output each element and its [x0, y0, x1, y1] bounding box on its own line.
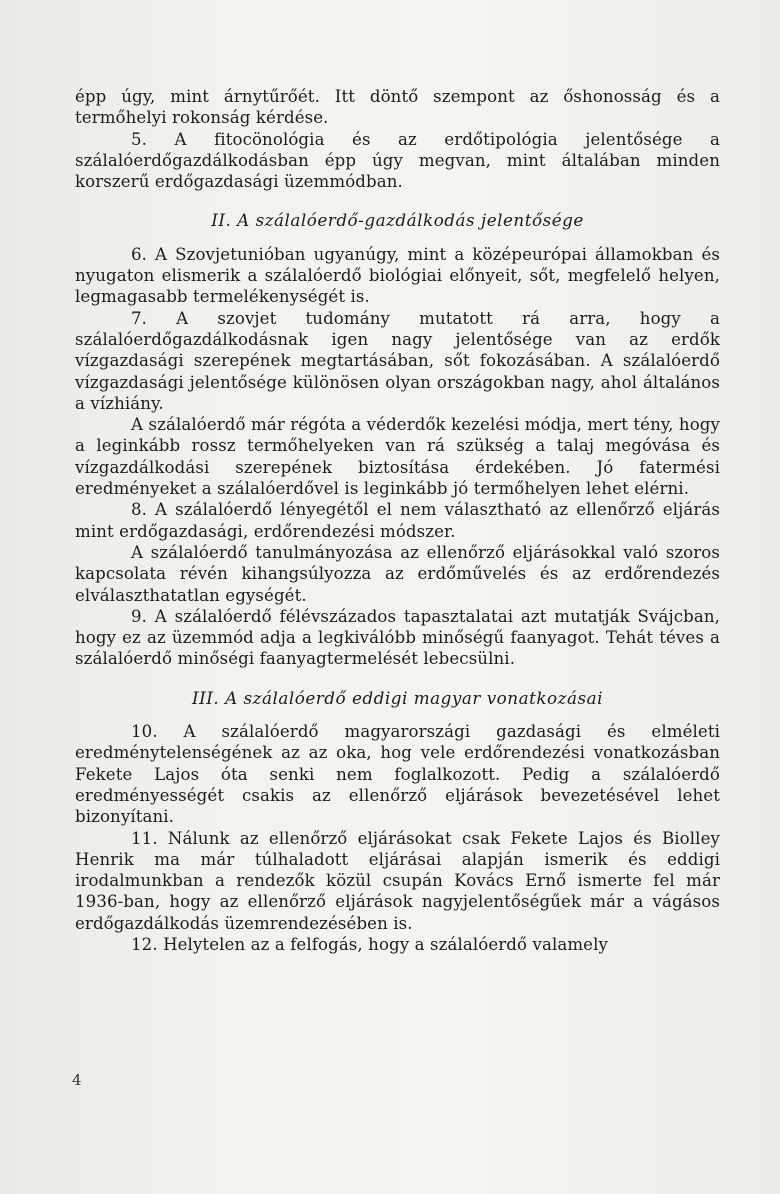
- paragraph-7: 7. A szovjet tudomány mutatott rá arra, hogy a szálalóerdőgazdálkodásnak igen nagy jelentősége van az erdők vízgazdasági szerepének megtartásában, sőt fokozásában. A szálalóerdő vízgazdasági jelentősége különösen olyan országokban nagy, ahol általános a vízhiány.: [75, 308, 720, 413]
- paragraph-7b: A szálalóerdő már régóta a véderdők kezelési módja, mert tény, hogy a leginkább rossz termőhelyeken van rá szükség a talaj megóvása és vízgazdálkodási szerepének biztosítása érdekében. Jó fatermési eredményeket a szálalóerdővel is leginkább jó termőhelyen lehet elérni.: [75, 415, 720, 499]
- paragraph-8: 8. A szálalóerdő lényegétől el nem választható az ellenőrző eljárás mint erdőgazdasági, erdőrendezési módszer.: [75, 500, 720, 541]
- paragraph-12: 12. Helytelen az a felfogás, hogy a szálalóerdő valamely: [131, 934, 608, 954]
- paragraph-6: 6. A Szovjetunióban ugyanúgy, mint a középeurópai államokban és nyugaton elismerik a szálalóerdő biológiai előnyeit, sőt, megfelelő helyen, legmagasabb termelékenységét is.: [75, 244, 720, 307]
- paragraph-continuation: épp úgy, mint árnytűrőét. Itt döntő szempont az őshonosság és a termőhelyi rokonság kérdése.: [75, 87, 720, 128]
- paragraph-11: 11. Nálunk az ellenőrző eljárásokat csak Fekete Lajos és Biolley Henrik ma már túlhaladott eljárásai alapján ismerik és eddigi irodalmunkban a rendezők közül csupán Kovács Ernő ismerte fel már 1936-ban, hogy az ellenőrző eljárások nagyjelentőségűek már a vágásos erdőgazdálkodás üzemrendezésében is.: [75, 828, 720, 933]
- paragraph-8b: A szálalóerdő tanulmányozása az ellenőrző eljárásokkal való szoros kapcsolata révén kihangsúlyozza az erdőművelés és az erdőrendezés elválaszthatatlan egységét.: [75, 542, 720, 605]
- section-heading-3: III. A szálalóerdő eddigi magyar vonatkozásai: [192, 687, 603, 708]
- paragraph-9: 9. A szálalóerdő félévszázados tapasztalatai azt mutatják Svájcban, hogy ez az üzemmód adja a legkiválóbb minőségű faanyagot. Tehát téves a szálalóerdő minőségi faanyagtermelését lebecsülni.: [75, 606, 720, 669]
- paragraph-5: 5. A fitocönológia és az erdőtipológia jelentősége a szálalóerdőgazdálkodásban épp úgy megvan, mint általában minden korszerű erdőgazdasági üzemmódban.: [75, 129, 720, 192]
- body-text: [75, 86, 720, 955]
- page-number: 4: [72, 1071, 82, 1089]
- section-heading-2: II. A szálalóerdő-gazdálkodás jelentősége: [211, 210, 584, 231]
- paragraph-10: 10. A szálalóerdő magyarországi gazdasági és elméleti eredménytelenségének az az oka, hog vele erdőrendezési vonatkozásban Fekete Lajos óta senki nem foglalkozott. Pedig a szálalóerdő eredményességét csakis az ellenőrző eljárások bevezetésével lehet bizonyítani.: [75, 722, 720, 827]
